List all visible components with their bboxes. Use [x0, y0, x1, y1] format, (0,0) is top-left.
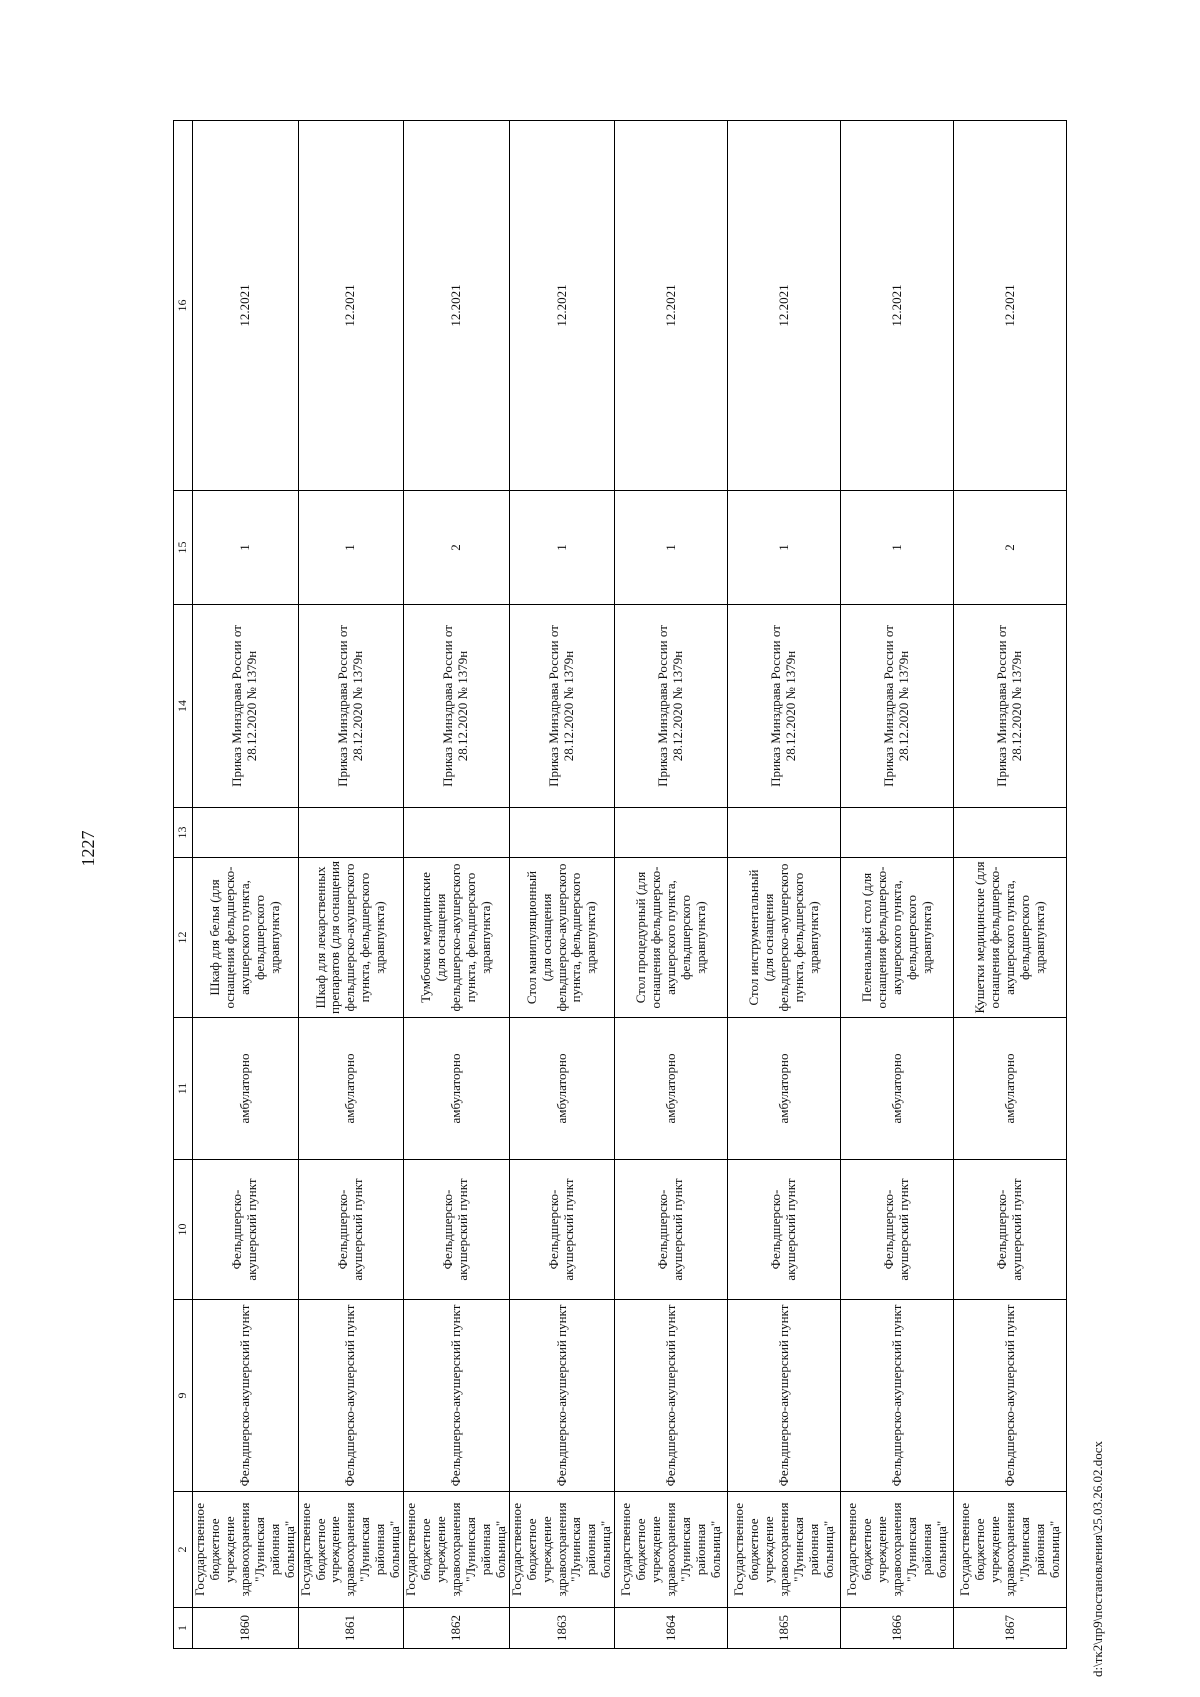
column-13-cell: [404, 808, 510, 858]
order-cell: Приказ Минздрава России от 28.12.2020 № 1379н: [728, 605, 841, 808]
care-type-cell: амбулаторно: [404, 1018, 510, 1160]
organization-cell: Государственное бюджетное учреждение здравоохранения "Лунинская районная больница": [298, 1492, 404, 1608]
care-type-cell: амбулаторно: [193, 1018, 299, 1160]
organization-cell: Государственное бюджетное учреждение здравоохранения "Лунинская районная больница": [404, 1492, 510, 1608]
unit-cell: Фельдшерско-акушерский пункт: [615, 1300, 728, 1492]
table-row: [728, 121, 841, 1649]
row-number: 1860: [193, 1608, 299, 1649]
document-file-path: d:\тк2\пр9\постановления\25.03.26.02.docx: [1090, 1440, 1105, 1677]
quantity-cell: 2: [954, 491, 1067, 605]
organization-cell: Государственное бюджетное учреждение здравоохранения "Лунинская районная больница": [728, 1492, 841, 1608]
facility-cell: Фельдшерско-акушерский пункт: [404, 1160, 510, 1300]
column-header: 1: [174, 1608, 193, 1649]
column-13-cell: [954, 808, 1067, 858]
organization-cell: Государственное бюджетное учреждение здравоохранения "Лунинская районная больница": [954, 1492, 1067, 1608]
row-number: 1863: [509, 1608, 615, 1649]
equipment-cell: Стол манипуляционный (для оснащения фельдшерско-акушерского пункта, фельдшерского здравпункта): [509, 858, 615, 1018]
header-row: [174, 121, 193, 1649]
table-row: [298, 121, 404, 1649]
order-cell: Приказ Минздрава России от 28.12.2020 № 1379н: [954, 605, 1067, 808]
unit-cell: Фельдшерско-акушерский пункт: [193, 1300, 299, 1492]
facility-cell: Фельдшерско-акушерский пункт: [954, 1160, 1067, 1300]
equipment-table: [173, 120, 1067, 1649]
care-type-cell: амбулаторно: [615, 1018, 728, 1160]
organization-cell: Государственное бюджетное учреждение здравоохранения "Лунинская районная больница": [193, 1492, 299, 1608]
column-13-cell: [509, 808, 615, 858]
quantity-cell: 1: [841, 491, 954, 605]
order-cell: Приказ Минздрава России от 28.12.2020 № 1379н: [193, 605, 299, 808]
column-header: 12: [174, 858, 193, 1018]
date-cell: 12.2021: [298, 121, 404, 491]
quantity-cell: 1: [509, 491, 615, 605]
quantity-cell: 2: [404, 491, 510, 605]
facility-cell: Фельдшерско-акушерский пункт: [298, 1160, 404, 1300]
date-cell: 12.2021: [728, 121, 841, 491]
row-number: 1865: [728, 1608, 841, 1649]
date-cell: 12.2021: [841, 121, 954, 491]
quantity-cell: 1: [193, 491, 299, 605]
date-cell: 12.2021: [509, 121, 615, 491]
column-header: 9: [174, 1300, 193, 1492]
column-13-cell: [841, 808, 954, 858]
column-header: 13: [174, 808, 193, 858]
page-number: 1227: [78, 830, 98, 867]
unit-cell: Фельдшерско-акушерский пункт: [841, 1300, 954, 1492]
equipment-cell: Шкаф для белья (для оснащения фельдшерско-акушерского пункта, фельдшерского здравпункта): [193, 858, 299, 1018]
column-13-cell: [615, 808, 728, 858]
order-cell: Приказ Минздрава России от 28.12.2020 № 1379н: [404, 605, 510, 808]
column-13-cell: [193, 808, 299, 858]
column-header: 10: [174, 1160, 193, 1300]
care-type-cell: амбулаторно: [841, 1018, 954, 1160]
table-row: [193, 121, 299, 1649]
equipment-cell: Тумбочки медицинские (для оснащения фельдшерско-акушерского пункта, фельдшерского здравпункта): [404, 858, 510, 1018]
equipment-cell: Пеленальный стол (для оснащения фельдшерско-акушерского пункта, фельдшерского здравпункта): [841, 858, 954, 1018]
care-type-cell: амбулаторно: [954, 1018, 1067, 1160]
unit-cell: Фельдшерско-акушерский пункт: [954, 1300, 1067, 1492]
facility-cell: Фельдшерско-акушерский пункт: [615, 1160, 728, 1300]
date-cell: 12.2021: [954, 121, 1067, 491]
column-header: 11: [174, 1018, 193, 1160]
row-number: 1861: [298, 1608, 404, 1649]
quantity-cell: 1: [615, 491, 728, 605]
care-type-cell: амбулаторно: [298, 1018, 404, 1160]
row-number: 1862: [404, 1608, 510, 1649]
facility-cell: Фельдшерско-акушерский пункт: [193, 1160, 299, 1300]
date-cell: 12.2021: [193, 121, 299, 491]
organization-cell: Государственное бюджетное учреждение здравоохранения "Лунинская районная больница": [615, 1492, 728, 1608]
table-row: [954, 121, 1067, 1649]
facility-cell: Фельдшерско-акушерский пункт: [509, 1160, 615, 1300]
care-type-cell: амбулаторно: [728, 1018, 841, 1160]
unit-cell: Фельдшерско-акушерский пункт: [728, 1300, 841, 1492]
column-13-cell: [298, 808, 404, 858]
table-row: [509, 121, 615, 1649]
row-number: 1866: [841, 1608, 954, 1649]
table-row: [404, 121, 510, 1649]
column-header: 15: [174, 491, 193, 605]
column-header: 2: [174, 1492, 193, 1608]
table-row: [841, 121, 954, 1649]
date-cell: 12.2021: [615, 121, 728, 491]
unit-cell: Фельдшерско-акушерский пункт: [404, 1300, 510, 1492]
equipment-cell: Шкаф для лекарственных препаратов (для оснащения фельдшерско-акушерского пункта, фельдшерского здравпункта): [298, 858, 404, 1018]
column-13-cell: [728, 808, 841, 858]
order-cell: Приказ Минздрава России от 28.12.2020 № 1379н: [509, 605, 615, 808]
facility-cell: Фельдшерско-акушерский пункт: [841, 1160, 954, 1300]
unit-cell: Фельдшерско-акушерский пункт: [509, 1300, 615, 1492]
column-header: 14: [174, 605, 193, 808]
order-cell: Приказ Минздрава России от 28.12.2020 № 1379н: [615, 605, 728, 808]
quantity-cell: 1: [728, 491, 841, 605]
equipment-cell: Стол процедурный (для оснащения фельдшерско-акушерского пункта, фельдшерского здравпункта): [615, 858, 728, 1018]
equipment-cell: Стол инструментальный (для оснащения фельдшерско-акушерского пункта, фельдшерского здравпункта): [728, 858, 841, 1018]
order-cell: Приказ Минздрава России от 28.12.2020 № 1379н: [841, 605, 954, 808]
quantity-cell: 1: [298, 491, 404, 605]
row-number: 1867: [954, 1608, 1067, 1649]
row-number: 1864: [615, 1608, 728, 1649]
organization-cell: Государственное бюджетное учреждение здравоохранения "Лунинская районная больница": [841, 1492, 954, 1608]
column-header: 16: [174, 121, 193, 491]
care-type-cell: амбулаторно: [509, 1018, 615, 1160]
table-row: [615, 121, 728, 1649]
date-cell: 12.2021: [404, 121, 510, 491]
organization-cell: Государственное бюджетное учреждение здравоохранения "Лунинская районная больница": [509, 1492, 615, 1608]
facility-cell: Фельдшерско-акушерский пункт: [728, 1160, 841, 1300]
unit-cell: Фельдшерско-акушерский пункт: [298, 1300, 404, 1492]
equipment-cell: Кушетки медицинские (для оснащения фельдшерско-акушерского пункта, фельдшерского здравпункта): [954, 858, 1067, 1018]
order-cell: Приказ Минздрава России от 28.12.2020 № 1379н: [298, 605, 404, 808]
